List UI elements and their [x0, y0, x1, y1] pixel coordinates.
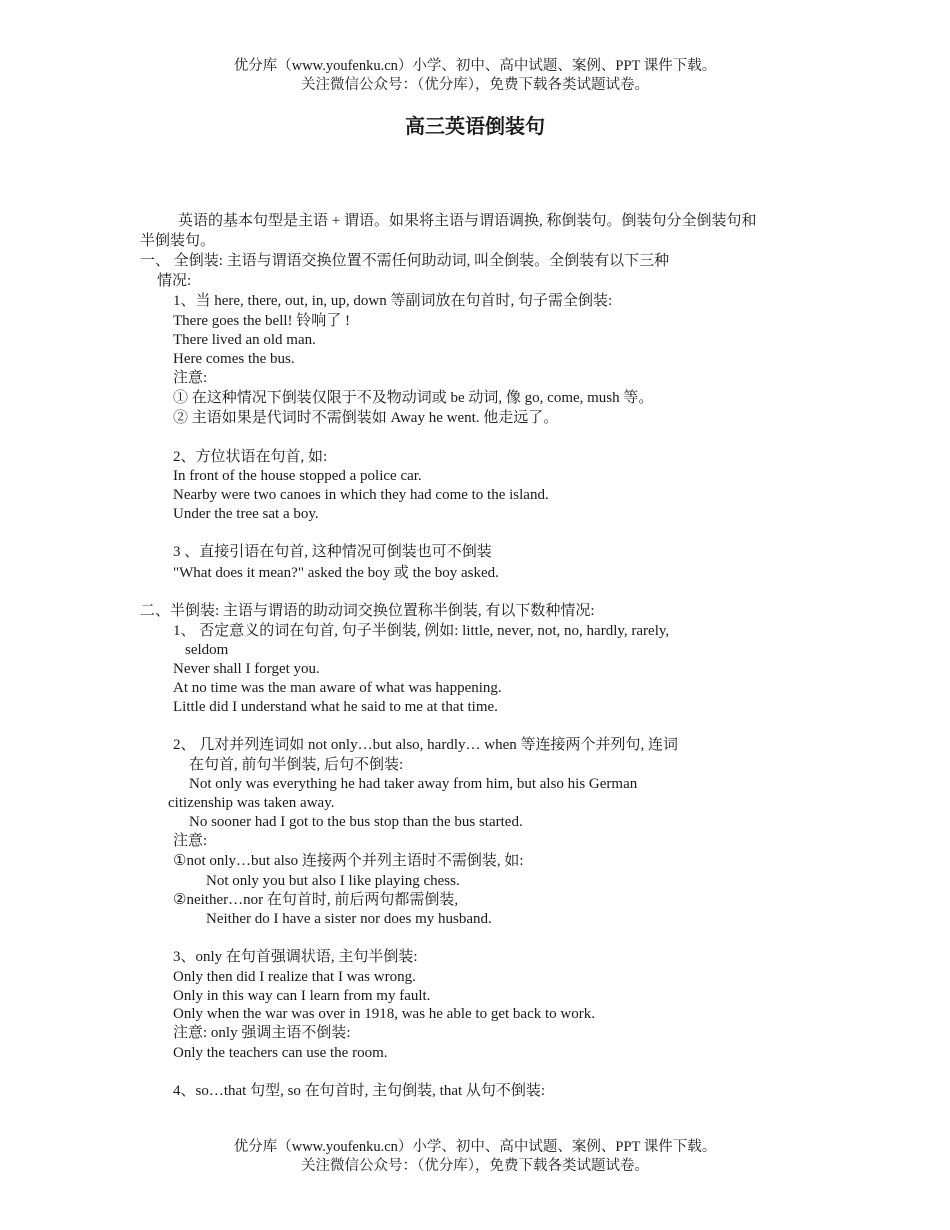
section-heading: 一、 全倒装: 主语与谓语交换位置不需任何助动词, 叫全倒装。全倒装有以下三种 [140, 253, 670, 269]
body-line: "What does it mean?" asked the boy 或 the boy asked. [173, 565, 499, 581]
body-line: Only in this way can I learn from my fault. [173, 988, 431, 1004]
body-line: 注意: [173, 833, 208, 849]
body-line: Little did I understand what he said to me at that time. [173, 699, 498, 715]
body-line: ② 主语如果是代词时不需倒装如 Away he went. 他走远了。 [173, 410, 559, 426]
body-line: 英语的基本句型是主语 + 谓语。如果将主语与谓语调换, 称倒装句。倒装句分全倒装句和 [178, 213, 757, 229]
header-line-2: 关注微信公众号：（优分库），免费下载各类试题试卷。 [301, 77, 649, 93]
document-title: 高三英语倒装句 [405, 116, 545, 138]
body-line: At no time was the man aware of what was happening. [173, 680, 502, 696]
body-line: No sooner had I got to the bus stop than the bus started. [189, 814, 523, 830]
body-line: There goes the bell! 铃响了 ! [173, 313, 351, 329]
body-line: 2、 几对并列连词如 not only…but also, hardly… when 等连接两个并列句, 连词 [173, 737, 678, 753]
body-line: 3 、直接引语在句首, 这种情况可倒装也可不倒装 [173, 544, 492, 560]
body-line: 情况: [157, 273, 192, 289]
body-line: Not only you but also I like playing chess. [206, 873, 460, 889]
body-line: Only when the war was over in 1918, was he able to get back to work. [173, 1006, 595, 1022]
body-line: 在句首, 前句半倒装, 后句不倒装: [189, 757, 404, 773]
body-line: 4、so…that 句型, so 在句首时, 主句倒装, that 从句不倒装: [173, 1083, 546, 1099]
body-line: Not only was everything he had taker away from him, but also his German [189, 776, 638, 792]
body-line: Never shall I forget you. [173, 661, 320, 677]
footer-line-2: 关注微信公众号：（优分库），免费下载各类试题试卷。 [301, 1158, 649, 1174]
body-line: ①not only…but also 连接两个并列主语时不需倒装, 如: [173, 853, 524, 869]
page-header [0, 57, 950, 95]
body-line: ① 在这种情况下倒装仅限于不及物动词或 be 动词, 像 go, come, mush 等。 [173, 390, 654, 406]
body-line: Neither do I have a sister nor does my husband. [206, 911, 492, 927]
body-line: citizenship was taken away. [168, 795, 335, 811]
body-line: 半倒装句。 [140, 233, 216, 249]
body-line: Nearby were two canoes in which they had come to the island. [173, 487, 549, 503]
body-line: ②neither…nor 在句首时, 前后两句都需倒装, [173, 892, 459, 908]
body-line: Only then did I realize that I was wrong. [173, 969, 416, 985]
body-line: There lived an old man. [173, 332, 316, 348]
body-line: Only the teachers can use the room. [173, 1045, 388, 1061]
body-line: 3、only 在句首强调状语, 主句半倒装: [173, 949, 418, 965]
body-line: 注意: only 强调主语不倒装: [173, 1025, 351, 1041]
body-line: In front of the house stopped a police car. [173, 468, 422, 484]
body-line: Here comes the bus. [173, 351, 295, 367]
footer-line-1: 优分库（www.youfenku.cn）小学、初中、高中试题、案例、PPT 课件下载。 [233, 1139, 717, 1155]
header-line-1: 优分库（www.youfenku.cn）小学、初中、高中试题、案例、PPT 课件下载。 [233, 58, 717, 74]
body-line: seldom [185, 642, 229, 658]
body-line: Under the tree sat a boy. [173, 506, 319, 522]
body-line: 1、当 here, there, out, in, up, down 等副词放在句首时, 句子需全倒装: [173, 293, 613, 309]
body-line: 注意: [173, 370, 208, 386]
section-heading: 二、半倒装: 主语与谓语的助动词交换位置称半倒装, 有以下数种情况: [140, 603, 595, 619]
body-line: 2、方位状语在句首, 如: [173, 449, 328, 465]
page-footer [0, 1138, 950, 1176]
body-line: 1、 否定意义的词在句首, 句子半倒装, 例如: little, never, not, no, hardly, rarely, [173, 623, 670, 639]
